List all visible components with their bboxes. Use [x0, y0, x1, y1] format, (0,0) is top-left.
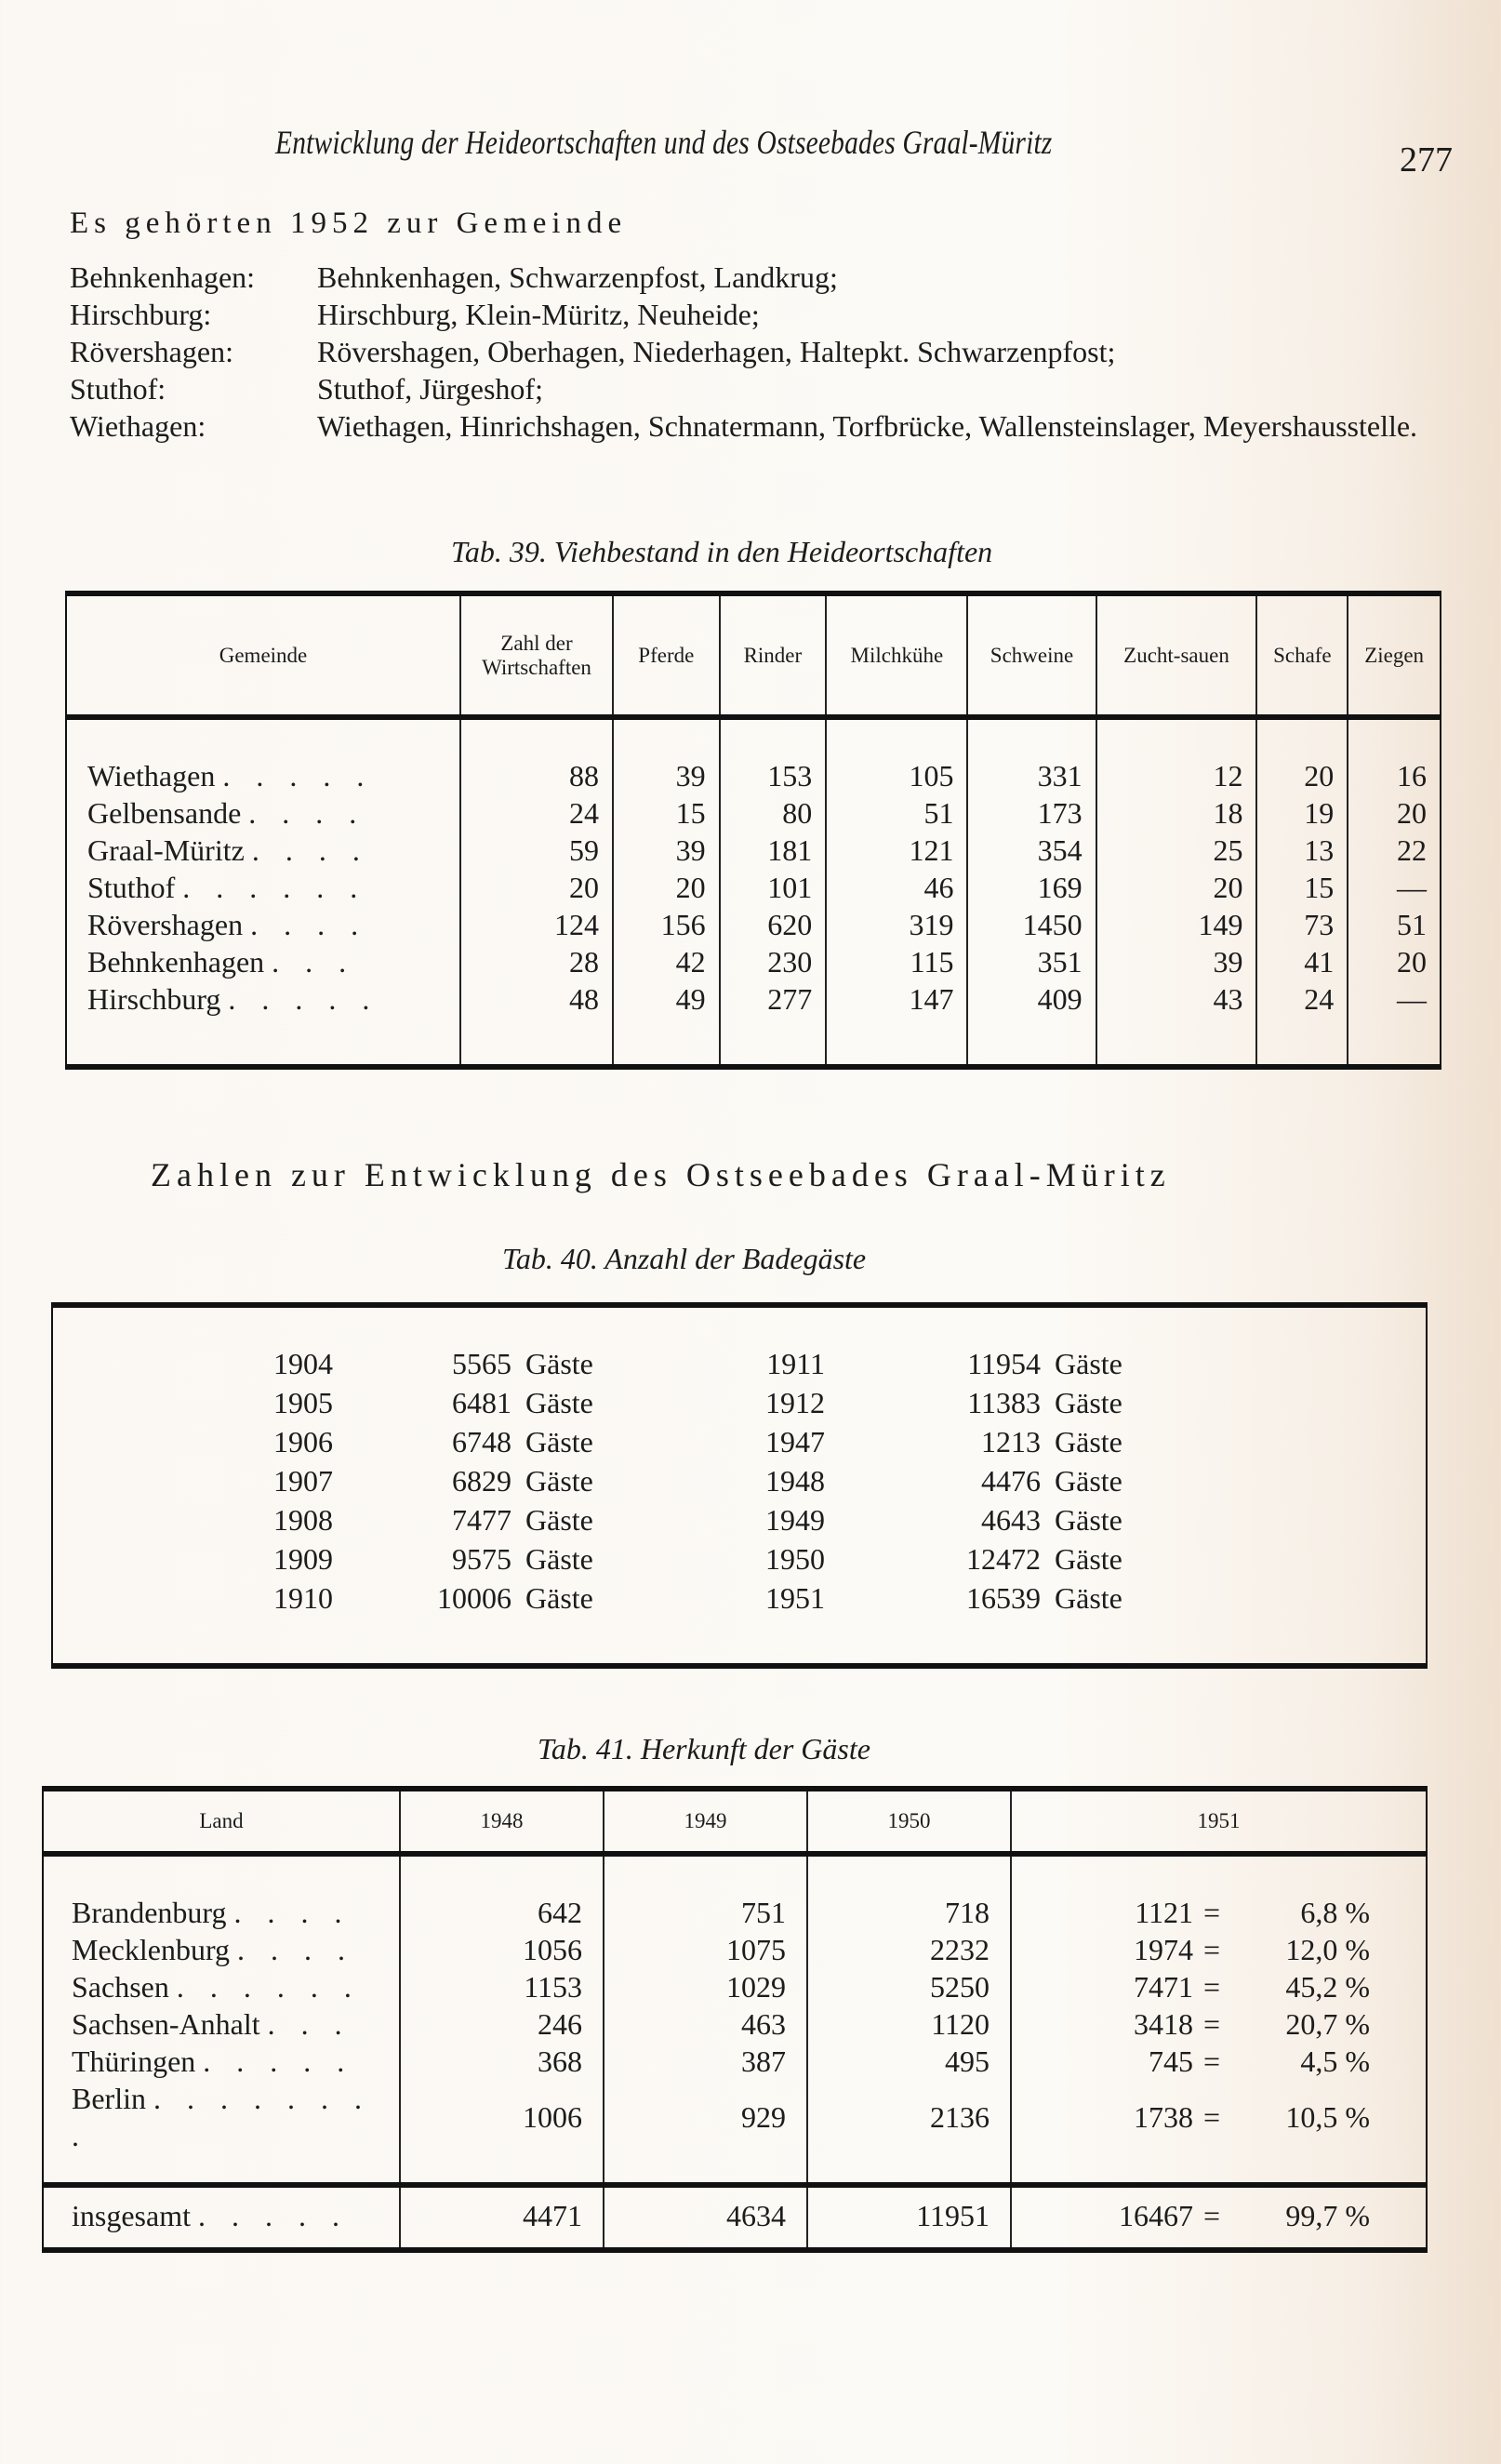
- value-cell: 115: [826, 943, 967, 980]
- land-name-cell: [43, 2185, 400, 2250]
- gemeinde-label: Hirschburg:: [70, 298, 212, 331]
- leader-dots: . . . . . . . .: [72, 2082, 371, 2152]
- gemeinde-name: Graal-Müritz: [87, 833, 245, 867]
- gemeinde-name: Rövershagen: [87, 908, 244, 941]
- count-1951: 1738: [1134, 2100, 1193, 2134]
- land-name-cell: [43, 2005, 400, 2043]
- value-cell: 1006: [400, 2080, 604, 2185]
- unit-cell: Gäste: [1055, 1425, 1122, 1458]
- unit-cell: Gäste: [525, 1464, 593, 1498]
- value-cell: 1056: [400, 1931, 604, 1968]
- value-cell: 20: [1348, 943, 1441, 980]
- leader-dots: . . . . .: [197, 2199, 349, 2232]
- percent-share: 12,0 %: [1285, 1933, 1370, 1966]
- unit-cell: Gäste: [525, 1425, 593, 1458]
- tab39-header-row: [66, 593, 1441, 717]
- value-cell: 42: [613, 943, 720, 980]
- gemeinde-name-cell: [66, 980, 460, 1067]
- table-row: [66, 717, 1441, 794]
- value-cell: 463: [604, 2005, 807, 2043]
- table-row: [52, 1383, 1427, 1422]
- value-cell: 20: [1348, 794, 1441, 832]
- value-cell: 4634: [604, 2185, 807, 2250]
- value-cell: 105: [826, 717, 967, 794]
- count-cell: 16539: [966, 1581, 1041, 1615]
- tab41-caption: Tab. 41. Herkunft der Gäste: [538, 1732, 870, 1765]
- percent-share: 99,7 %: [1285, 2199, 1370, 2232]
- value-1951-cell: [1011, 1931, 1427, 1968]
- year-cell: 1912: [765, 1386, 825, 1419]
- land-name-cell: [43, 2080, 400, 2185]
- tab39-caption: Tab. 39. Viehbestand in den Heideortschaften: [451, 535, 993, 568]
- value-cell: 88: [460, 717, 613, 794]
- tab41-origin-table: [42, 1786, 1428, 2253]
- count-cell: 11954: [967, 1347, 1041, 1380]
- page-number: 277: [1400, 140, 1453, 180]
- count-1951: 16467: [1119, 2199, 1193, 2232]
- membership-row: [70, 370, 1501, 407]
- table-row: [66, 906, 1441, 943]
- year-cell: 1907: [273, 1464, 333, 1498]
- table-row: [43, 2043, 1427, 2080]
- table-row: [52, 1461, 1427, 1500]
- table-row: [52, 1305, 1427, 1383]
- unit-cell: Gäste: [1055, 1581, 1122, 1615]
- leader-dots: . . . . .: [222, 759, 374, 792]
- unit-cell: Gäste: [1055, 1386, 1122, 1419]
- orte-list: Behnkenhagen, Schwarzenpfost, Landkrug;: [317, 260, 838, 294]
- value-cell: —: [1348, 980, 1441, 1067]
- land-name-cell: [43, 2043, 400, 2080]
- tab41-header-row: [43, 1789, 1427, 1854]
- table-row: [66, 980, 1441, 1067]
- orte-list: Stuthof, Jürgeshof;: [317, 372, 543, 406]
- year-cell: 1910: [273, 1581, 333, 1615]
- table-row: [66, 832, 1441, 869]
- equals-sign: =: [1202, 1896, 1221, 1929]
- land-name-cell: [43, 1931, 400, 1968]
- col-header: Gemeinde: [66, 593, 460, 717]
- membership-list: [70, 259, 1501, 445]
- count-1951: 745: [1149, 2044, 1193, 2078]
- value-cell: 319: [826, 906, 967, 943]
- value-cell: 16: [1348, 717, 1441, 794]
- value-cell: 12: [1096, 717, 1257, 794]
- value-1951-cell: [1011, 2185, 1427, 2250]
- gemeinde-name: Gelbensande: [87, 796, 242, 830]
- equals-sign: =: [1202, 1970, 1221, 2004]
- value-cell: 80: [720, 794, 827, 832]
- value-cell: 25: [1096, 832, 1257, 869]
- year-cell: 1909: [273, 1542, 333, 1576]
- unit-cell: Gäste: [525, 1347, 593, 1380]
- gemeinde-name: Behnkenhagen: [87, 945, 265, 979]
- value-cell: 51: [1348, 906, 1441, 943]
- value-cell: 409: [967, 980, 1096, 1067]
- value-1951-cell: [1011, 2005, 1427, 2043]
- value-cell: 929: [604, 2080, 807, 2185]
- table-row: [52, 1578, 1427, 1666]
- unit-cell: Gäste: [525, 1581, 593, 1615]
- count-1951: 1974: [1134, 1933, 1193, 1966]
- count-cell: 11383: [967, 1386, 1041, 1419]
- tab39-livestock-table: [65, 591, 1441, 1070]
- orte-list: Wiethagen, Hinrichshagen, Schnatermann, Torfbrücke, Wallensteinslager, Meyershausstelle.: [317, 409, 1418, 443]
- value-cell: 59: [460, 832, 613, 869]
- leader-dots: . . . . . .: [176, 1970, 361, 2004]
- year-cell: 1949: [765, 1503, 825, 1537]
- value-cell: 121: [826, 832, 967, 869]
- value-cell: 2232: [807, 1931, 1011, 1968]
- tab40-guests-table: [51, 1302, 1428, 1669]
- gemeinde-label: Stuthof:: [70, 372, 166, 406]
- value-cell: 15: [1256, 869, 1348, 906]
- equals-sign: =: [1202, 2007, 1221, 2041]
- value-cell: 4471: [400, 2185, 604, 2250]
- unit-cell: Gäste: [1055, 1464, 1122, 1498]
- table-row: [43, 2005, 1427, 2043]
- land-name-cell: [43, 1854, 400, 1931]
- land-name: insgesamt: [72, 2199, 191, 2232]
- orte-list: Rövershagen, Oberhagen, Niederhagen, Haltepkt. Schwarzenpfost;: [317, 335, 1116, 368]
- value-cell: 28: [460, 943, 613, 980]
- unit-cell: Gäste: [1055, 1347, 1122, 1380]
- value-cell: 24: [1256, 980, 1348, 1067]
- value-cell: 15: [613, 794, 720, 832]
- col-header: Ziegen: [1348, 593, 1441, 717]
- count-cell: 6829: [452, 1464, 511, 1498]
- land-name: Berlin: [72, 2082, 146, 2115]
- value-cell: 230: [720, 943, 827, 980]
- col-header: Rinder: [720, 593, 827, 717]
- value-cell: 124: [460, 906, 613, 943]
- value-cell: 20: [460, 869, 613, 906]
- col-header: 1951: [1011, 1789, 1427, 1854]
- table-row: [52, 1500, 1427, 1539]
- land-name: Sachsen: [72, 1970, 169, 2004]
- value-cell: 1120: [807, 2005, 1011, 2043]
- count-cell: 9575: [452, 1542, 511, 1576]
- count-cell: 1213: [981, 1425, 1041, 1458]
- value-cell: 19: [1256, 794, 1348, 832]
- count-cell: 6748: [452, 1425, 511, 1458]
- value-cell: 149: [1096, 906, 1257, 943]
- value-1951-cell: [1011, 1968, 1427, 2005]
- value-cell: 73: [1256, 906, 1348, 943]
- value-cell: 20: [613, 869, 720, 906]
- orte-list: Hirschburg, Klein-Müritz, Neuheide;: [317, 298, 760, 331]
- equals-sign: =: [1202, 2199, 1221, 2232]
- count-cell: 4476: [981, 1464, 1041, 1498]
- leader-dots: . . .: [272, 945, 356, 979]
- value-cell: 1075: [604, 1931, 807, 1968]
- col-header: Schafe: [1256, 593, 1348, 717]
- year-cell: 1905: [273, 1386, 333, 1419]
- unit-cell: Gäste: [1055, 1542, 1122, 1576]
- equals-sign: =: [1202, 2044, 1221, 2078]
- leader-dots: . . . .: [251, 833, 369, 867]
- membership-row: [70, 407, 1501, 445]
- percent-share: 10,5 %: [1285, 2100, 1370, 2134]
- value-cell: —: [1348, 869, 1441, 906]
- value-cell: 13: [1256, 832, 1348, 869]
- col-header: 1948: [400, 1789, 604, 1854]
- leader-dots: . . .: [267, 2007, 352, 2041]
- value-cell: 101: [720, 869, 827, 906]
- value-cell: 48: [460, 980, 613, 1067]
- gemeinde-label: Rövershagen:: [70, 335, 233, 368]
- leader-dots: . . . .: [237, 1933, 355, 1966]
- col-header: Pferde: [613, 593, 720, 717]
- value-cell: 39: [1096, 943, 1257, 980]
- gemeinde-name: Stuthof: [87, 871, 176, 904]
- count-cell: 7477: [452, 1503, 511, 1537]
- value-cell: 20: [1096, 869, 1257, 906]
- value-cell: 156: [613, 906, 720, 943]
- land-name: Brandenburg: [72, 1896, 227, 1929]
- running-head: Entwicklung der Heideortschaften und des Ostseebades Graal-Müritz: [275, 124, 1053, 161]
- value-cell: 49: [613, 980, 720, 1067]
- gemeinde-name: Wiethagen: [87, 759, 216, 792]
- value-cell: 39: [613, 832, 720, 869]
- leader-dots: . . . . .: [203, 2044, 354, 2078]
- year-cell: 1951: [765, 1581, 825, 1615]
- leader-dots: . . . . . .: [182, 871, 367, 904]
- value-cell: 331: [967, 717, 1096, 794]
- value-cell: 1029: [604, 1968, 807, 2005]
- leader-dots: . . . .: [248, 796, 366, 830]
- gemeinde-label: Behnkenhagen:: [70, 260, 256, 294]
- unit-cell: Gäste: [525, 1503, 593, 1537]
- leader-dots: . . . .: [233, 1896, 352, 1929]
- value-cell: 22: [1348, 832, 1441, 869]
- year-cell: 1947: [765, 1425, 825, 1458]
- leader-dots: . . . . .: [228, 982, 379, 1016]
- count-cell: 12472: [966, 1542, 1041, 1576]
- gemeinde-name-cell: [66, 869, 460, 906]
- table-row: [52, 1539, 1427, 1578]
- value-cell: 41: [1256, 943, 1348, 980]
- col-header: 1949: [604, 1789, 807, 1854]
- col-header: Milchkühe: [826, 593, 967, 717]
- year-cell: 1948: [765, 1464, 825, 1498]
- col-header: Land: [43, 1789, 400, 1854]
- value-1951-cell: [1011, 2080, 1427, 2185]
- count-cell: 6481: [452, 1386, 511, 1419]
- value-cell: 1450: [967, 906, 1096, 943]
- value-cell: 153: [720, 717, 827, 794]
- value-cell: 277: [720, 980, 827, 1067]
- value-cell: 368: [400, 2043, 604, 2080]
- year-cell: 1950: [765, 1542, 825, 1576]
- equals-sign: =: [1202, 1933, 1221, 1966]
- value-1951-cell: [1011, 2043, 1427, 2080]
- value-cell: 354: [967, 832, 1096, 869]
- value-cell: 46: [826, 869, 967, 906]
- gemeinde-name-cell: [66, 943, 460, 980]
- count-1951: 7471: [1134, 1970, 1193, 2004]
- col-header: 1950: [807, 1789, 1011, 1854]
- value-cell: 246: [400, 2005, 604, 2043]
- value-cell: 642: [400, 1854, 604, 1931]
- tab40-caption: Tab. 40. Anzahl der Badegäste: [502, 1242, 867, 1275]
- count-cell: 4643: [981, 1503, 1041, 1537]
- value-cell: 495: [807, 2043, 1011, 2080]
- col-header: Zucht-sauen: [1096, 593, 1257, 717]
- count-cell: 10006: [437, 1581, 511, 1615]
- value-cell: 351: [967, 943, 1096, 980]
- table-row: [66, 869, 1441, 906]
- unit-cell: Gäste: [525, 1542, 593, 1576]
- unit-cell: Gäste: [1055, 1503, 1122, 1537]
- value-cell: 20: [1256, 717, 1348, 794]
- value-cell: 43: [1096, 980, 1257, 1067]
- unit-cell: Gäste: [525, 1386, 593, 1419]
- percent-share: 45,2 %: [1285, 1970, 1370, 2004]
- gemeinde-name-cell: [66, 906, 460, 943]
- year-cell: 1908: [273, 1503, 333, 1537]
- land-name: Sachsen-Anhalt: [72, 2007, 260, 2041]
- value-cell: 2136: [807, 2080, 1011, 2185]
- percent-share: 20,7 %: [1285, 2007, 1370, 2041]
- table-row: [43, 2080, 1427, 2185]
- table-row: [43, 1931, 1427, 1968]
- value-cell: 18: [1096, 794, 1257, 832]
- section-title: Zahlen zur Entwicklung des Ostseebades Graal-Müritz: [151, 1156, 1171, 1193]
- gemeinde-name-cell: [66, 832, 460, 869]
- value-cell: 181: [720, 832, 827, 869]
- year-cell: 1906: [273, 1425, 333, 1458]
- col-header: Zahl der Wirtschaften: [460, 593, 613, 717]
- gemeinde-name-cell: [66, 717, 460, 794]
- membership-row: [70, 259, 1501, 296]
- value-cell: 718: [807, 1854, 1011, 1931]
- value-cell: 11951: [807, 2185, 1011, 2250]
- year-cell: 1911: [766, 1347, 825, 1380]
- membership-heading: Es gehörten 1952 zur Gemeinde: [70, 206, 628, 240]
- percent-share: 6,8 %: [1300, 1896, 1370, 1929]
- value-1951-cell: [1011, 1854, 1427, 1931]
- percent-share: 4,5 %: [1300, 2044, 1370, 2078]
- gemeinde-label: Wiethagen:: [70, 409, 206, 443]
- table-row: [66, 943, 1441, 980]
- leader-dots: . . . .: [250, 908, 368, 941]
- equals-sign: =: [1202, 2100, 1221, 2134]
- value-cell: 387: [604, 2043, 807, 2080]
- value-cell: 51: [826, 794, 967, 832]
- gemeinde-name: Hirschburg: [87, 982, 221, 1016]
- col-header: Schweine: [967, 593, 1096, 717]
- count-cell: 5565: [452, 1347, 511, 1380]
- value-cell: 173: [967, 794, 1096, 832]
- year-cell: 1904: [273, 1347, 333, 1380]
- membership-row: [70, 296, 1501, 333]
- land-name: Thüringen: [72, 2044, 196, 2078]
- value-cell: 147: [826, 980, 967, 1067]
- table-row: [66, 794, 1441, 832]
- gemeinde-name-cell: [66, 794, 460, 832]
- table-row: [52, 1422, 1427, 1461]
- count-1951: 1121: [1135, 1896, 1193, 1929]
- land-name-cell: [43, 1968, 400, 2005]
- land-name: Mecklenburg: [72, 1933, 231, 1966]
- value-cell: 620: [720, 906, 827, 943]
- value-cell: 5250: [807, 1968, 1011, 2005]
- table-row: [43, 1968, 1427, 2005]
- count-1951: 3418: [1134, 2007, 1193, 2041]
- table-row: [43, 2185, 1427, 2250]
- membership-row: [70, 333, 1501, 370]
- value-cell: 1153: [400, 1968, 604, 2005]
- value-cell: 751: [604, 1854, 807, 1931]
- value-cell: 39: [613, 717, 720, 794]
- value-cell: 169: [967, 869, 1096, 906]
- value-cell: 24: [460, 794, 613, 832]
- table-row: [43, 1854, 1427, 1931]
